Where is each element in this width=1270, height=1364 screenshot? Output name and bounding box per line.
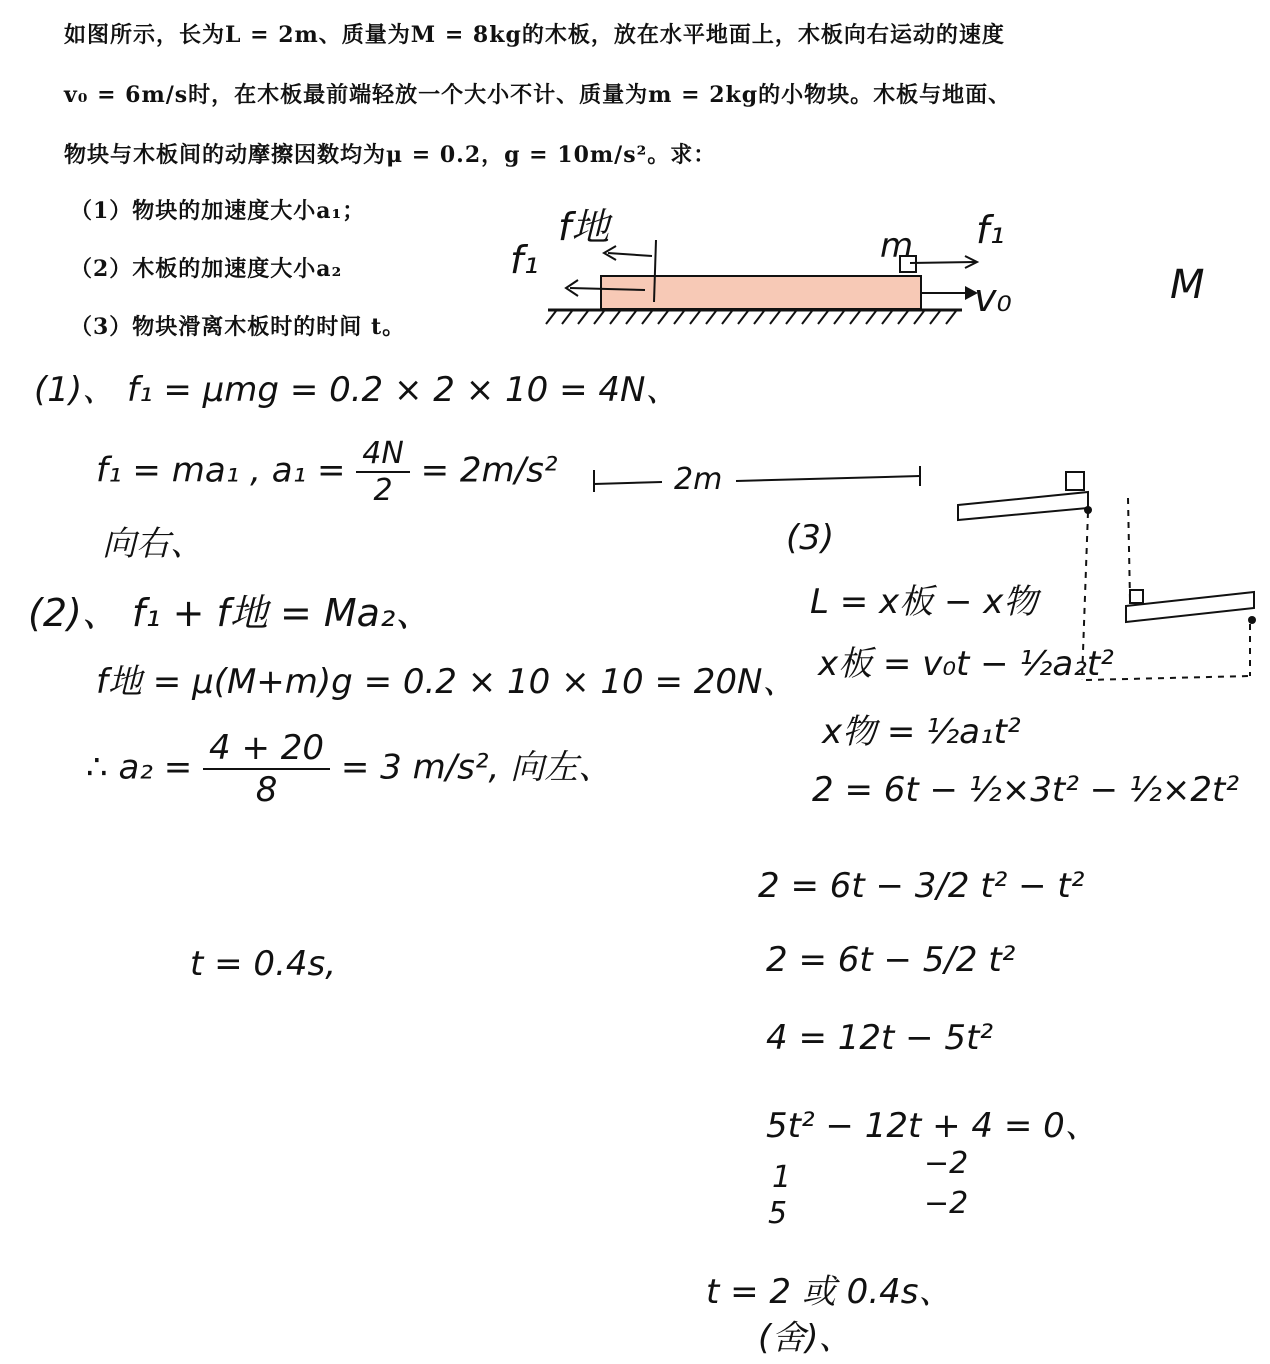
- part1-line-3: 向右、: [102, 524, 204, 564]
- part3-line-4: 2 = 6t − ½×3t² − ½×2t²: [812, 770, 1239, 810]
- part3-line-7: 4 = 12t − 5t²: [766, 1018, 994, 1058]
- part2-line-3-lhs: ∴ a₂ =: [86, 747, 204, 788]
- length-line-right: [736, 476, 920, 481]
- sketch-block-start: [1066, 472, 1084, 490]
- length-line-left: [594, 482, 662, 484]
- sketch-dash-2: [1128, 498, 1130, 600]
- label-m: m: [880, 226, 914, 266]
- label-f-ground: f地: [558, 205, 610, 249]
- part2-line-3: [86, 728, 612, 810]
- part3-label: (3): [786, 518, 835, 558]
- part1-line-2-lhs: f₁ = ma₁ , a₁ =: [96, 450, 357, 491]
- part1-fraction-den: 2: [373, 473, 393, 508]
- question-1: （1）物块的加速度大小a₁；: [70, 198, 366, 224]
- cross-mult-a: 1: [772, 1160, 792, 1195]
- part1-fraction: [356, 436, 410, 508]
- cross-mult-b: 5: [768, 1196, 788, 1231]
- part2-line-2: f地 = μ(M+m)g = 0.2 × 10 × 10 = 20N、: [96, 662, 797, 702]
- part3-line-8: 5t² − 12t + 4 = 0、: [766, 1106, 1099, 1146]
- part2-answer: t = 0.4s,: [190, 944, 337, 984]
- question-2: （2）木板的加速度大小a₂: [70, 256, 343, 282]
- ground-hatching: [546, 311, 956, 324]
- part2-fraction-den: 8: [255, 770, 278, 810]
- sketch-block-end: [1130, 590, 1143, 603]
- part1-line-2-rhs: = 2m/s²: [420, 450, 558, 491]
- problem-line-2: v₀ = 6m/s时，在木板最前端轻放一个大小不计、质量为m = 2kg的小物块。木板与地面、: [64, 82, 1012, 108]
- sketch-board-start: [958, 492, 1088, 520]
- cross-mult-c: −2: [924, 1146, 969, 1181]
- part2-line-3-rhs: = 3 m/s², 向左、: [340, 747, 613, 788]
- f1-right-arrow: [910, 262, 975, 263]
- part1-line-2: [96, 436, 557, 508]
- part3-line-10: (舍)、: [758, 1318, 853, 1358]
- question-3: （3）物块滑离木板时的时间 t。: [70, 314, 406, 340]
- part1-fraction-num: 4N: [356, 436, 410, 473]
- part3-line-3: x物 = ½a₁t²: [822, 712, 1021, 752]
- part3-line-5: 2 = 6t − 3/2 t² − t²: [758, 866, 1085, 906]
- part3-line-9: t = 2 或 0.4s、: [706, 1272, 953, 1312]
- fdi-arrow: [608, 253, 652, 256]
- sketch-board-end: [1126, 592, 1254, 622]
- label-f1-right: f₁: [976, 208, 1005, 252]
- sketch-dot-end: [1248, 616, 1256, 624]
- label-v0: v₀: [974, 276, 1012, 320]
- part2-line-1: (2)、 f₁ + f地 = Ma₂、: [28, 591, 434, 635]
- length-label: 2m: [674, 462, 723, 497]
- problem-line-3: 物块与木板间的动摩擦因数均为μ = 0.2，g = 10m/s²。求：: [64, 142, 717, 168]
- cross-mult-d: −2: [924, 1186, 969, 1221]
- part2-fraction-num: 4 + 20: [203, 728, 330, 770]
- part1-line-1: (1)、 f₁ = μmg = 0.2 × 2 × 10 = 4N、: [34, 370, 680, 410]
- part2-fraction: [203, 728, 330, 810]
- part3-line-2: x板 = v₀t − ½a₂t²: [818, 644, 1114, 684]
- part3-line-6: 2 = 6t − 5/2 t²: [766, 940, 1016, 980]
- label-M: M: [1170, 262, 1205, 308]
- part3-line-1: L = x板 − x物: [810, 582, 1038, 622]
- problem-line-1: 如图所示，长为L = 2m、质量为M = 8kg的木板，放在水平地面上，木板向右运动的速度: [64, 22, 1005, 48]
- board-rect: [601, 276, 921, 309]
- label-f1-left: f₁: [510, 238, 539, 282]
